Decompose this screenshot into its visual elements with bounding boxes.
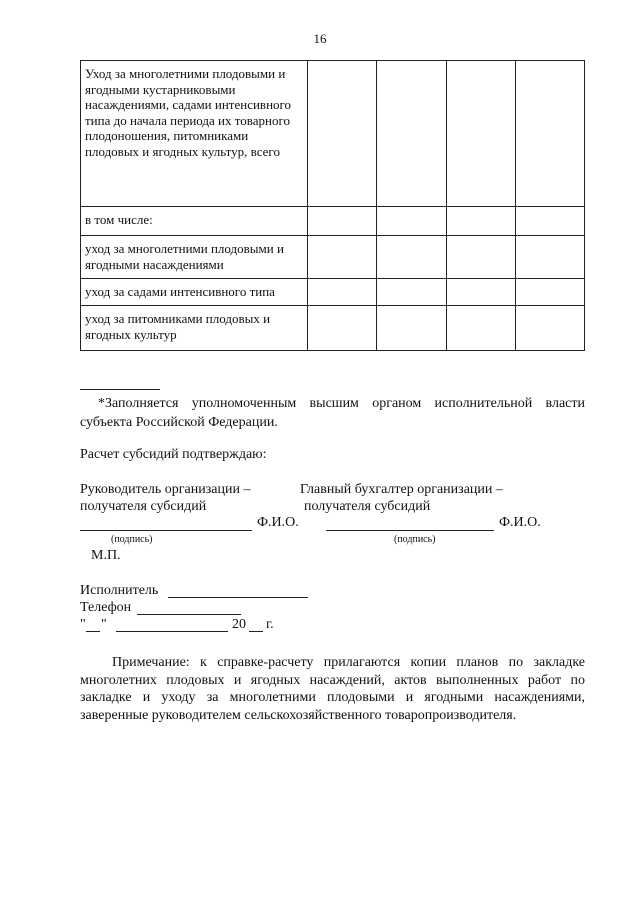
date-close-quote: " [101,617,107,632]
accountant-signature-line[interactable] [326,530,494,531]
row-label: уход за многолетними плодовыми и ягодными насаждениями [81,236,308,279]
accountant-sign-caption: (подпись) [394,534,436,545]
accountant-title-line-2: получателя субсидий [304,499,431,514]
row-label: уход за питомниками плодовых и ягодных культур [81,306,308,351]
page-number: 16 [313,31,327,46]
head-signature-line[interactable] [80,530,252,531]
phone-label: Телефон [80,600,132,615]
accountant-title-line-1: Главный бухгалтер организации – [300,482,503,497]
date-year-prefix: 20 [232,617,246,632]
table-row [81,306,585,351]
table-cell [377,306,446,351]
table-cell [446,61,515,207]
table-cell [308,207,377,236]
head-title-line-2: получателя субсидий [80,499,207,514]
footnote-divider [80,389,160,390]
row-label: уход за садами интенсивного типа [81,279,308,306]
date-month-field[interactable] [116,631,228,632]
table-cell [308,61,377,207]
executor-field[interactable] [168,597,308,598]
stamp-label: М.П. [91,548,121,563]
date-open-quote: " [80,617,86,632]
table-cell [515,306,584,351]
confirm-text: Расчет субсидий подтверждаю: [80,447,267,462]
table-cell [377,207,446,236]
footnote: *Заполняется уполномоченным высшим органом исполнительной власти субъекта Российской Федерации. [80,396,585,430]
table-cell [377,236,446,279]
table-cell [446,236,515,279]
table-cell [377,61,446,207]
table-row [81,207,585,236]
head-sign-caption: (подпись) [111,534,153,545]
table-cell [515,61,584,207]
phone-field[interactable] [137,614,241,615]
accountant-signature-title [300,481,503,515]
accountant-fio-label: Ф.И.О. [499,515,541,530]
note: Примечание: к справке-расчету прилагаются копии планов по закладке многолетних плодовых и ягодных насаждений, актов выполненных работ по закладке и уходу за многолетними плодовыми и ягодными насаждениями, заверенные руководителем сельскохозяйственного товаропроизводителя. [80,655,585,723]
table-cell [308,236,377,279]
head-fio-label: Ф.И.О. [257,515,299,530]
date-year-field[interactable] [249,631,263,632]
table-cell [515,279,584,306]
table-cell [515,236,584,279]
date-day-field[interactable] [86,631,100,632]
row-label: Уход за многолетними плодовыми и ягодными кустарниковыми насаждениями, садами интенсивного типа до начала периода их товарного плодоношения, питомниками плодовых и ягодных культур, всего [81,61,308,207]
table-cell [446,306,515,351]
row-label: в том числе: [81,207,308,236]
table-row [81,236,585,279]
table-cell [377,279,446,306]
executor-label: Исполнитель [80,583,159,598]
table-cell [308,279,377,306]
table-row [81,279,585,306]
table-cell [446,207,515,236]
table-cell [308,306,377,351]
head-title-line-1: Руководитель организации – [80,482,251,497]
table-cell [446,279,515,306]
table-row [81,61,585,207]
date-year-suffix: г. [266,617,274,632]
head-signature-title [80,481,250,515]
table-cell [515,207,584,236]
subsidy-table [80,60,585,351]
